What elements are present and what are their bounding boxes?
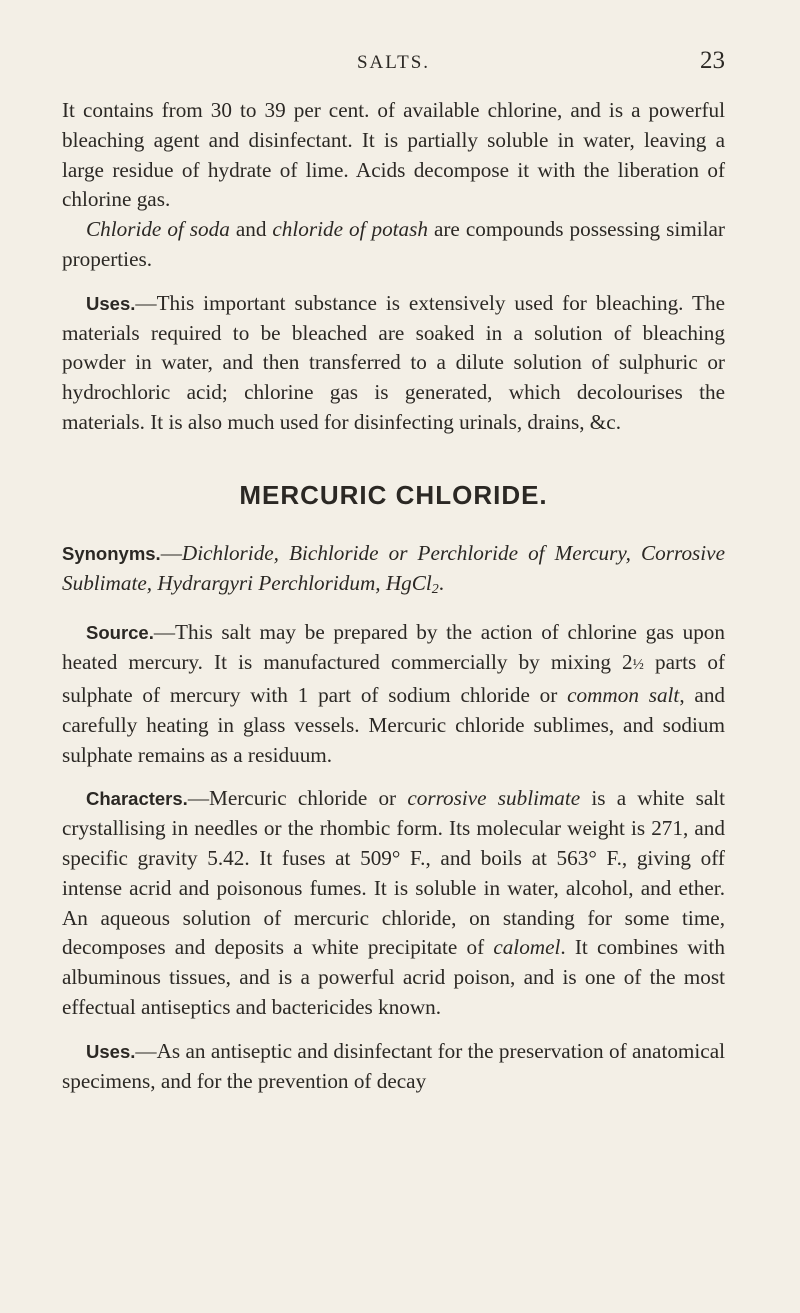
term-calomel: calomel: [493, 935, 561, 960]
source-text-a: —This salt may be prepared by the action of chlorine gas upon heated mercury. It is manufactured commercially by mixing 2: [62, 620, 725, 675]
synonyms-end: .: [438, 570, 445, 595]
synonyms-text: Dichloride, Bichloride or Perchloride of Mercury, Corrosive Sublimate, Hydrargyri Perchloridum, HgCl: [62, 540, 725, 595]
section-heading-mercuric-chloride: MERCURIC CHLORIDE.: [239, 479, 548, 510]
paragraph-synonyms: [62, 539, 725, 605]
term-chloride-of-soda: Chloride of soda: [86, 217, 230, 242]
run-in-source: Source.: [86, 622, 154, 644]
paragraph-bleaching-powder-properties: It contains from 30 to 39 per cent. of available chlorine, and is a powerful bleaching agent and disinfectant. It is partially soluble in water, leaving a large residue of hydrate of lime. Acids decompose it with the liberation of chlorine gas.: [62, 98, 725, 212]
term-corrosive-sublimate: corrosive sublimate: [407, 786, 581, 811]
characters-text-e: . It combines with albuminous tissues, and is a powerful acrid poison, and is one of the most effectual antiseptics and bactericides known.: [62, 935, 726, 1019]
synonyms-dash: —: [160, 540, 182, 565]
fraction-half: ½: [632, 657, 644, 674]
run-in-uses: Uses.: [86, 292, 136, 314]
paragraph-uses-bleaching: [62, 289, 725, 438]
text-and: and: [229, 217, 273, 242]
characters-text-a: —Mercuric chloride or: [187, 786, 408, 811]
page-number: 23: [700, 47, 725, 74]
source-text-b: parts of sulphate of mercury with 1 part of sodium chloride or: [62, 650, 725, 707]
paragraph-similar-compounds: [62, 215, 725, 275]
term-common-salt: common salt: [567, 682, 680, 707]
paragraph-uses-antiseptic: [62, 1037, 725, 1097]
uses-text: —This important substance is extensively used for bleaching. The materials required to be bleached are soaked in a solution of bleaching powder in water, and then transferred to a dilute solution of sulphuric or hydrochloric acid; chlorine gas is generated, which decolourises the materials. It is also much used for disinfecting urinals, drains, &c.: [62, 290, 725, 434]
text-compounds: are compounds possessing similar properties.: [62, 217, 725, 271]
uses-antiseptic-text: —As an antiseptic and disinfectant for the preservation of anatomical specimens, and for the prevention of decay: [62, 1038, 725, 1093]
run-in-characters: Characters.: [86, 788, 188, 810]
characters-text-c: is a white salt crystallising in needles or the rhombic form. Its molecular weight is 271, and specific gravity 5.42. It fuses at 509° F., and boils at 563° F., giving off intense acrid and poisonous fumes. It is soluble in water, alcohol, and ether. An aqueous solution of mercuric chloride, on standing for some time, decomposes and deposits a white precipitate of: [62, 786, 725, 960]
formula-subscript: 2: [431, 581, 439, 597]
run-in-synonyms: Synonyms.: [62, 542, 161, 564]
source-text-d: , and carefully heating in glass vessels. Mercuric chloride sublimes, and sodium sulphate remains as a residuum.: [62, 682, 726, 767]
run-in-uses-2: Uses.: [86, 1040, 136, 1062]
term-chloride-of-potash: chloride of potash: [272, 217, 428, 242]
paragraph-characters: [62, 784, 725, 1022]
running-head-title: SALTS.: [356, 52, 431, 73]
paragraph-source: [62, 618, 725, 770]
running-head: [62, 0, 725, 96]
